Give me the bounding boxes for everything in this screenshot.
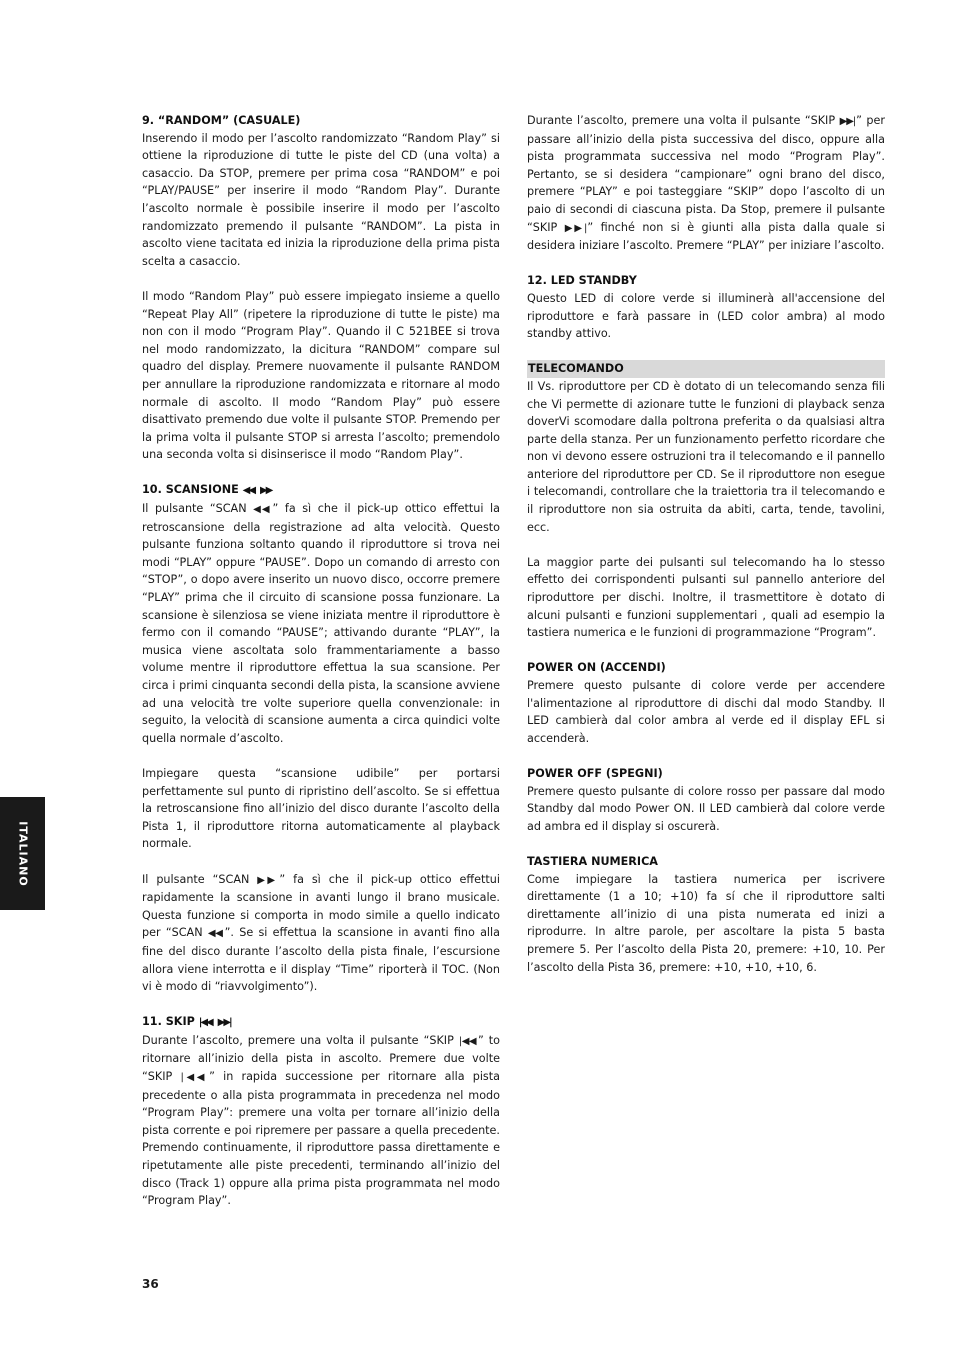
language-side-tab <box>0 797 45 910</box>
skip-continued-paragraph <box>527 112 885 255</box>
skip-p1-text-b: ” to ritornare all’inizio della pista in ascolto. Premere due volte “SKIP <box>142 1033 501 1084</box>
scan-p3-text-a: Il pulsante “SCAN <box>142 872 250 886</box>
power-off-paragraph: Premere questo pulsante di colore rosso per passare dal modo Standby dal modo Power ON. Il LED cambierà dal colore verde ad ambra ed il display si oscurerà. <box>527 784 885 833</box>
remote-paragraph-2: La maggior parte dei pulsanti sul telecomando ha lo stesso effetto dei corrispondenti pulsanti sul pannello anteriore del riproduttore per dischi. Inoltre, il trasmettitore è dotato di alcuni pulsanti e funzioni supplementari , quali ad esempio la tastiera numerica e le funzioni di programmazione “Program”. <box>527 555 885 640</box>
power-on-paragraph: Premere questo pulsante di colore verde per accendere l'alimentazione al riproduttore di dischi dal modo Standby. Il LED cambierà dal color ambra al verde ed il display EFL si accenderà. <box>527 679 885 745</box>
scan-paragraph-3 <box>142 871 500 996</box>
right-column <box>527 112 885 976</box>
skip-p1-text-c: ” in rapida successione per ritornare alla pista precedente o alla pista programmata in precedenza nel modo “Program Play”: premere una volta per tornare all’inizio della pista corrente e poi ripremere per passare a quella precedente. Premendo continuamente, il riproduttore passa direttamente e ripetutamente alle piste precedenti, terminando all’inizio del disco (Track 1) oppure alla prima pista programmata nel modo “Program Play”. <box>142 1070 501 1208</box>
scan-p3-text-c: ”. Se si effettua la scansione in avanti fino alla fine del disco durante l’ascolto della pista finale, l’escursione allora viene interrotta e il display “Time” riporterà il TOC. (Non vi è modo di “riavvolgimento”). <box>142 926 500 994</box>
scan-p3-text-b: ” fa sì che il pick-up ottico effettui rapidamente la scansione in avanti lungo il brano musicale. Questa funzione si comporta in modo simile a quello indicato per “SCAN <box>142 872 500 940</box>
heading-skip <box>142 1013 500 1032</box>
heading-keypad: TASTIERA NUMERICA <box>527 854 658 868</box>
skip-cont-text-a: Durante l’ascolto, premere una volta il pulsante “SKIP <box>527 114 836 127</box>
skip-cont-text-b: ” per passare all’inizio della pista successiva del disco, oppure alla pista programmata successiva nel modo “Program Play”. Pertanto, se si desidera “campionare” ogni brano del disco, premere “PLAY” e poi tasteggiare “SKIP” dopo l’ascolto di un paio di secondi di ciascuna pista. Da Stop, premere il pulsante “SKIP <box>527 114 886 234</box>
heading-scan <box>142 481 500 500</box>
heading-power-on: POWER ON (ACCENDI) <box>527 661 666 675</box>
skip-next-icon: ▶▶| <box>564 222 586 234</box>
page-number: 36 <box>142 1277 159 1291</box>
fast-forward-icon: ▶▶ <box>259 485 272 497</box>
skip-back-icon: |◀◀ <box>180 1072 208 1084</box>
skip-paragraph-1 <box>142 1032 500 1210</box>
random-paragraph-2: Il modo “Random Play” può essere impiegato insieme a quello “Repeat Play All” (ripetere la riproduzione di tutte le piste) ma non con il modo “Program Play”. Quando il C 521BEE si trova nel modo randomizzato, la dicitura “RANDOM” compare sul quadro del display. Premere nuovamente il pulsante RANDOM per annullare la riproduzione randomizzata e ritornare al modo normale di ascolto. Il modo “Random Play” può essere disattivato premendo due volte il pulsante STOP. Premendo per la prima volta il pulsante STOP si arresta l’ascolto; premendolo una seconda volta si disinserisce il modo “Random Play”. <box>142 289 500 462</box>
skip-cont-text-c: ” finché non si è giunti alla pista dalla quale si desidera iniziare l’ascolto. Premere “PLAY” per iniziare l’ascolto. <box>527 220 885 253</box>
rewind-icon: ◀◀ <box>207 928 223 940</box>
left-column <box>142 112 500 1210</box>
rewind-icon: ◀◀ <box>253 504 271 516</box>
heading-scan-text: 10. SCANSIONE <box>142 483 239 497</box>
scan-p1-text-b: ” fa sì che il pick-up ottico effettui la retroscansione della registrazione ad alta velocità. Questo pulsante funziona soltanto quando il riproduttore si trova nei modi “PLAY” oppure “PAUSE”. Dopo un comando di arresto con “STOP”, o dopo avere inserito un nuovo disco, occorre premere “PLAY” prima che il circuito di scansione possa funzionare. La scansione è silenziosa se viene iniziata mentre il riproduttore è fermo con il comando “PAUSE”; attivando durante “PLAY”, la musica viene ascoltata solo frammentariamente a basso volume mentre il riproduttore effettua la sua scansione. Per circa i primi cinquanta secondi della pista, la scansione avviene ad una velocità tre volte superiore quella convenzionale: in seguito, la velocità di scansione aumenta a circa quindici volte quella normale d’ascolto. <box>142 502 500 745</box>
skip-back-icon: |◀◀ <box>198 1017 212 1029</box>
skip-next-icon: ▶▶| <box>217 1017 231 1029</box>
heading-led-standby: 12. LED STANDBY <box>527 274 637 288</box>
fast-forward-icon: ▶▶ <box>257 874 278 886</box>
scan-p1-text-a: Il pulsante “SCAN <box>142 502 247 516</box>
skip-p1-text-a: Durante l’ascolto, premere una volta il pulsante “SKIP <box>142 1033 454 1047</box>
random-paragraph-1: Inserendo il modo per l’ascolto randomizzato “Random Play” si ottiene la riproduzione di tutte le piste del CD (una volta) a casaccio. Da STOP, premere per prima cosa “RANDOM” e poi “PLAY/PAUSE” per inserire il modo “Random Play”. Durante l’ascolto normale è possibile inserire il modo per l’ascolto randomizzato premendo il pulsante “RANDOM”. La pista in ascolto viene tacitata ed inizia la riproduzione della prima pista scelta a casaccio. <box>142 131 500 268</box>
heading-random: 9. “RANDOM” (CASUALE) <box>142 114 301 127</box>
heading-skip-text: 11. SKIP <box>142 1015 195 1029</box>
remote-paragraph-1: Il Vs. riproduttore per CD è dotato di un telecomando senza fili che Vi permette di azionare tutte le funzioni di playback senza doverVi scomodare dalla poltrona preferita o da qualsiasi altra parte della stanza. Per un funzionamento perfetto ricordare che non vi devono essere ostruzioni tra il telecomando e il pannello anteriore del riproduttore per CD. Se il riproduttore non esegue i telecomandi, controllare che la traiettoria tra il telecomando e il riproduttore non sia ostruita da abiti, carta, tende, tavolini, ecc. <box>527 379 885 534</box>
language-label: ITALIANO <box>16 820 29 887</box>
led-paragraph: Questo LED di colore verde si illuminerà all'accensione del riproduttore e farà passare in (LED color ambra) al modo standby attivo. <box>527 291 885 341</box>
skip-back-icon: |◀◀ <box>458 1035 476 1047</box>
rewind-icon: ◀◀ <box>242 485 255 497</box>
scan-paragraph-2: Impiegare questa “scansione udibile” per portarsi perfettamente sul punto di ripristino dell’ascolto. Se si effettua la retroscansione fino all’inizio del disco durante l’ascolto della Pista 1, il riproduttore ritorna automaticamente al playback normale. <box>142 766 500 851</box>
keypad-paragraph: Come impiegare la tastiera numerica per iscrivere direttamente (1 a 10; +10) fa sí che il riproduttore salti direttamente all’inizio di una pista numerata ed inizi a riprodurre. In altre parole, per ascoltare la pista 5 basta premere 5. Per l’ascolto della Pista 20, premere: +10, 10. Per l’ascolto della Pista 36, premere: +10, +10, +10, 6. <box>527 872 885 974</box>
skip-next-icon: ▶▶| <box>839 116 855 127</box>
heading-telecomando: TELECOMANDO <box>527 360 885 378</box>
heading-power-off: POWER OFF (SPEGNI) <box>527 766 663 780</box>
scan-paragraph-1 <box>142 500 500 747</box>
